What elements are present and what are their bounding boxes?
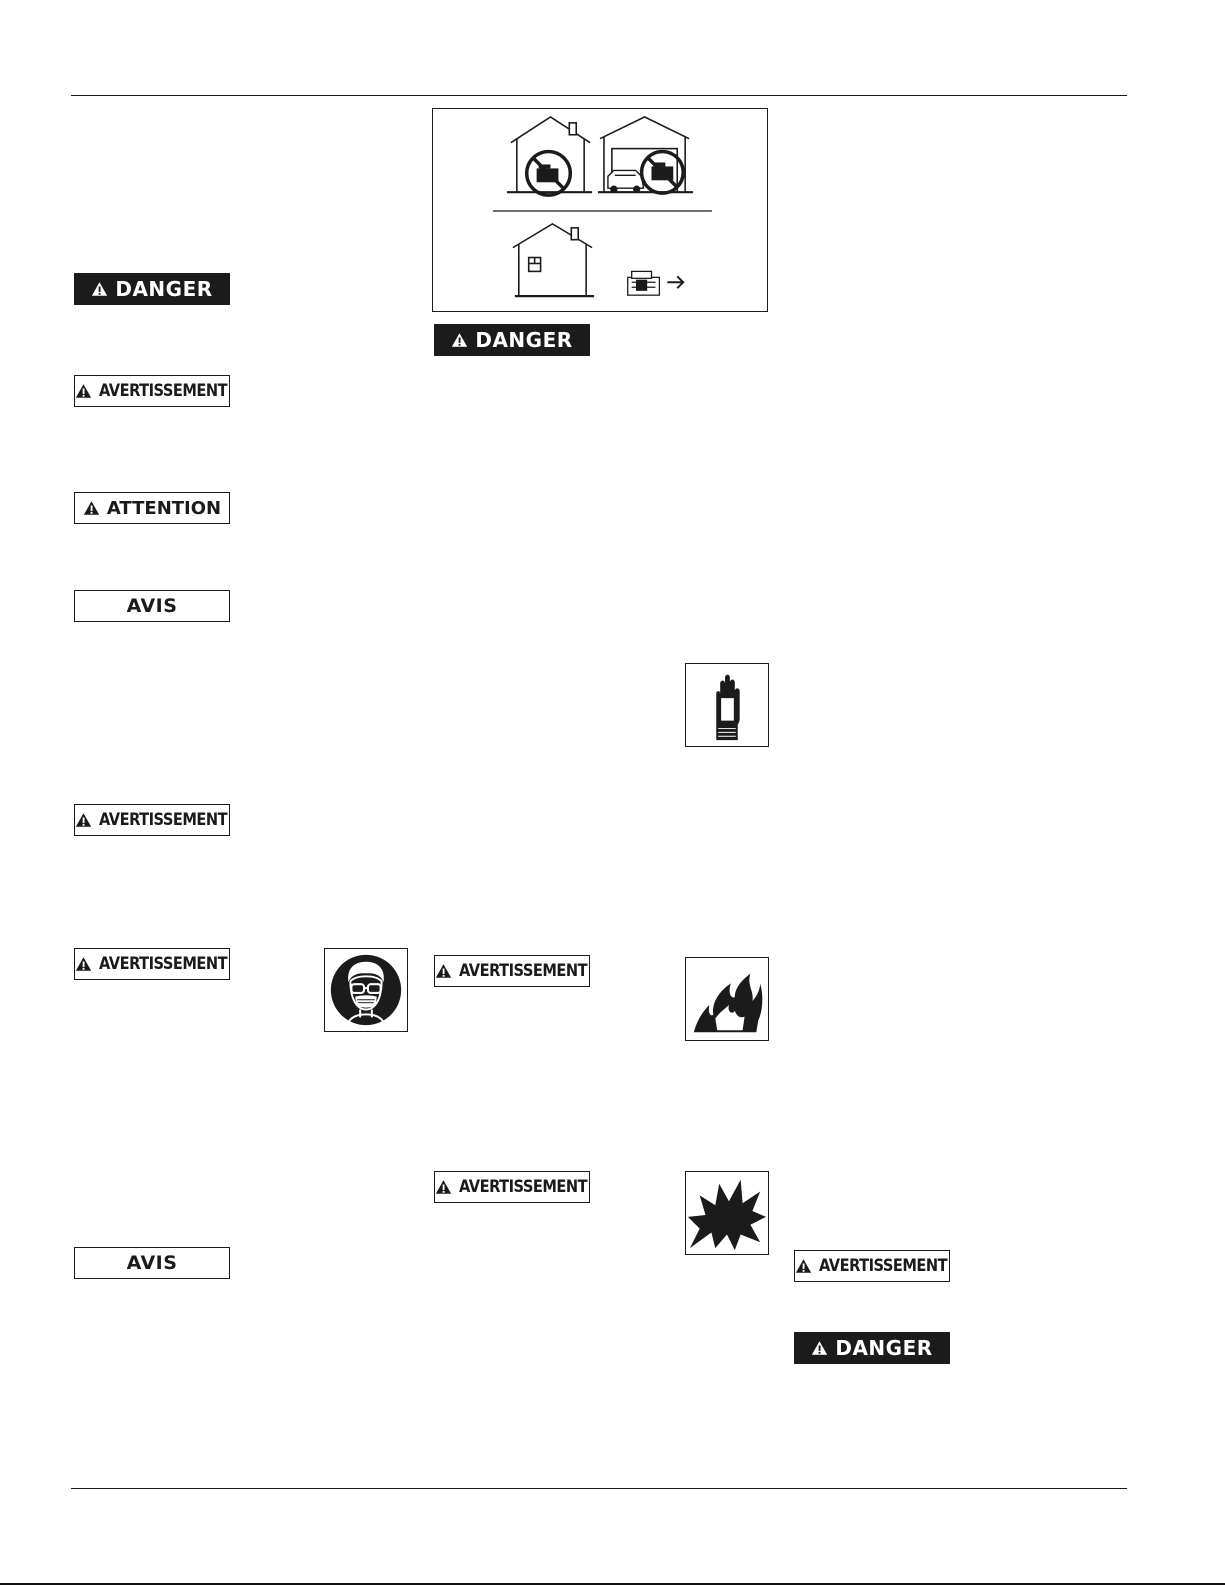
generator-placement-illustration xyxy=(432,108,768,312)
arrow-right-icon xyxy=(667,276,683,288)
warning-label xyxy=(74,375,230,407)
notice-label xyxy=(74,590,230,622)
warning-triangle-icon xyxy=(91,281,108,297)
notice-label-text: AVIS xyxy=(126,1252,178,1274)
notice-label xyxy=(74,1247,230,1279)
warning-triangle-icon xyxy=(811,1340,828,1356)
face-mask-goggles-icon xyxy=(324,948,408,1032)
explosion-icon xyxy=(685,1171,769,1255)
header-rule xyxy=(71,95,1127,96)
warning-label-text: AVERTISSEMENT xyxy=(98,810,227,830)
car-icon xyxy=(608,170,644,192)
danger-label xyxy=(74,273,230,305)
footer-rule xyxy=(71,1488,1127,1489)
warning-label-text: AVERTISSEMENT xyxy=(98,381,227,401)
glove-icon xyxy=(685,663,769,747)
warning-label-text: AVERTISSEMENT xyxy=(458,961,587,981)
warning-label xyxy=(434,1171,590,1203)
warning-label xyxy=(74,804,230,836)
danger-label-text: DANGER xyxy=(115,277,213,301)
generator-icon xyxy=(628,271,660,295)
warning-triangle-icon xyxy=(83,500,100,516)
notice-label-text: AVIS xyxy=(126,595,178,617)
caution-label-text: ATTENTION xyxy=(106,497,222,519)
warning-label xyxy=(434,955,590,987)
warning-label-text: AVERTISSEMENT xyxy=(98,954,227,974)
danger-label xyxy=(794,1332,950,1364)
warning-label-text: AVERTISSEMENT xyxy=(818,1256,947,1276)
warning-label xyxy=(74,948,230,980)
warning-label xyxy=(794,1250,950,1282)
warning-label-text: AVERTISSEMENT xyxy=(458,1177,587,1197)
generator-outdoors-icon xyxy=(513,224,594,296)
warning-triangle-icon xyxy=(435,963,452,979)
warning-triangle-icon xyxy=(795,1258,812,1274)
warning-triangle-icon xyxy=(75,956,92,972)
caution-label xyxy=(74,492,230,524)
warning-triangle-icon xyxy=(435,1179,452,1195)
danger-label-text: DANGER xyxy=(475,328,573,352)
danger-label-text: DANGER xyxy=(835,1336,933,1360)
warning-triangle-icon xyxy=(451,332,468,348)
warning-triangle-icon xyxy=(75,383,92,399)
warning-triangle-icon xyxy=(75,812,92,828)
danger-label xyxy=(434,324,590,356)
fire-icon xyxy=(685,957,769,1041)
